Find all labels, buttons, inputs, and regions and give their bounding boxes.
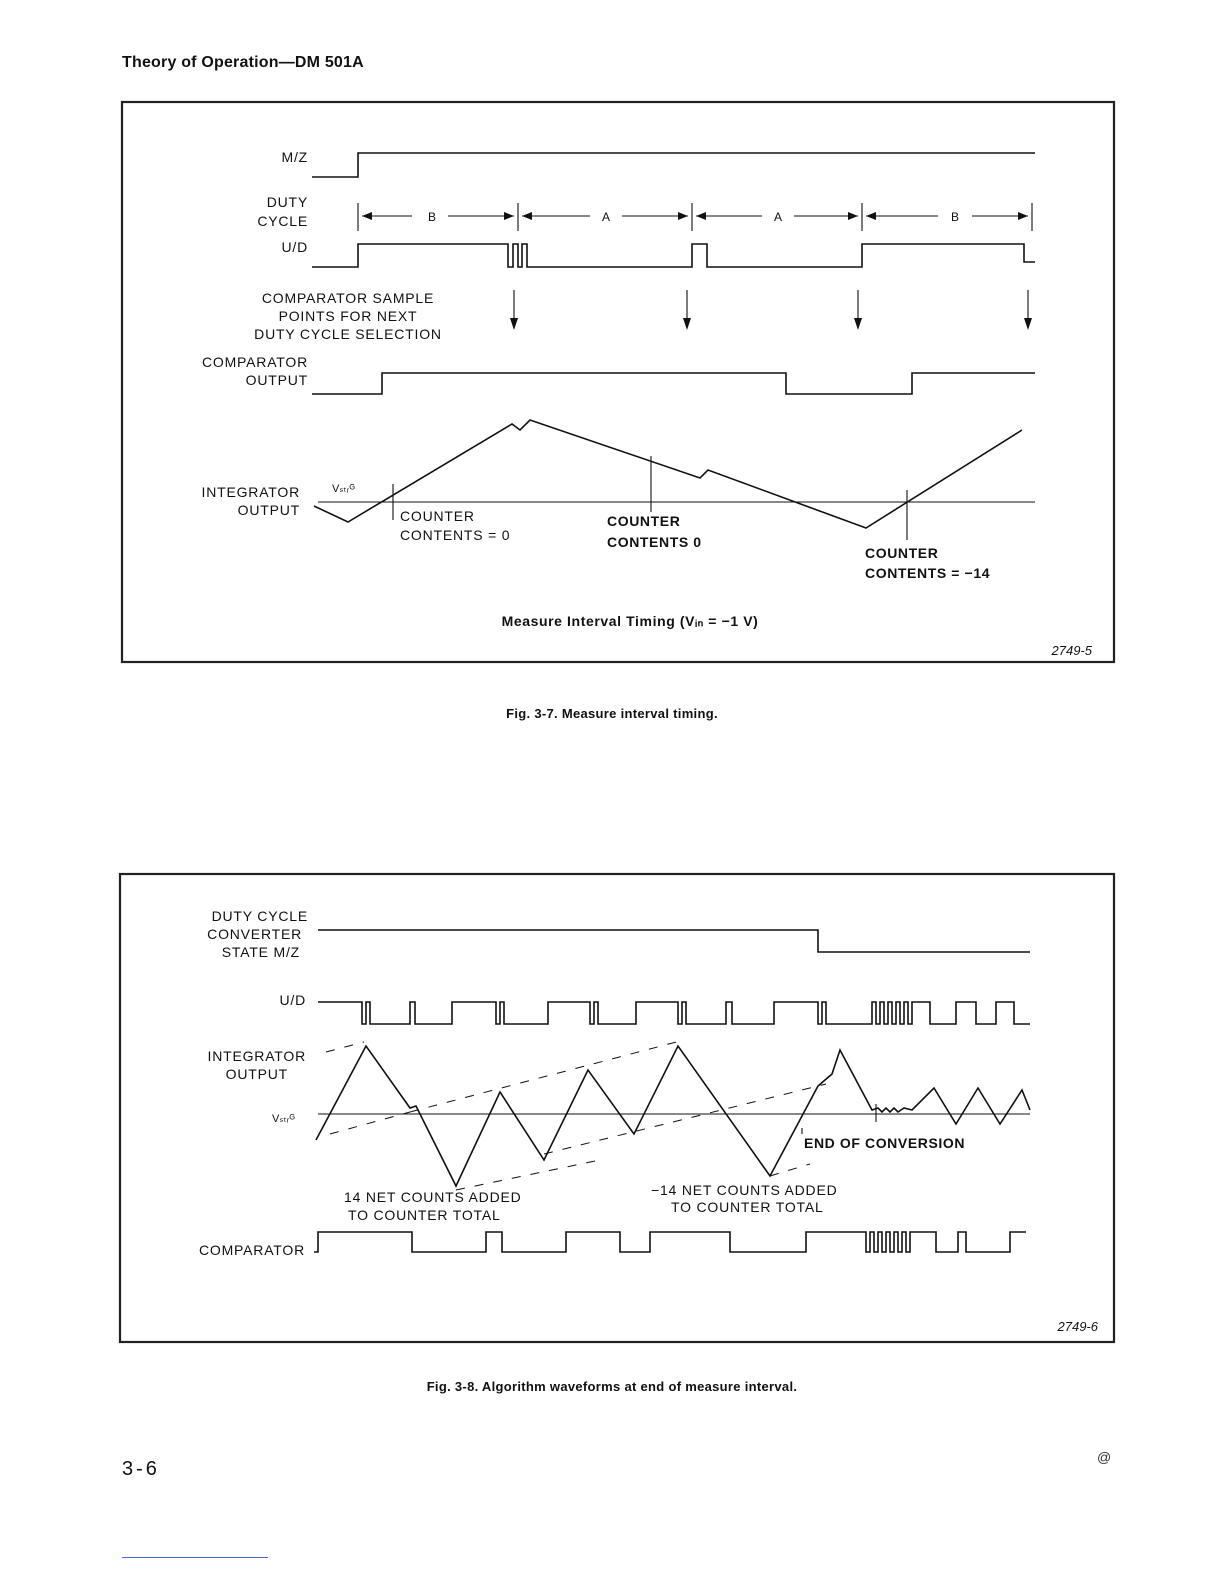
figure-id: 2749-6 xyxy=(1057,1319,1098,1334)
label-converter: CONVERTER xyxy=(207,926,302,942)
ud-waveform xyxy=(318,1002,1030,1024)
figure-id: 2749-5 xyxy=(1051,643,1092,658)
segment-label: B xyxy=(427,210,437,224)
ud-waveform xyxy=(312,244,1035,267)
label-duty: DUTY xyxy=(266,194,308,210)
label-vstrg: Vₛₜᵣᴳ xyxy=(332,483,355,495)
counter-annotation-2b: CONTENTS 0 xyxy=(607,534,702,550)
comparator-waveform xyxy=(314,1232,1026,1252)
label-integrator: INTEGRATOR xyxy=(201,484,300,500)
label-cycle: CYCLE xyxy=(257,213,308,229)
label-mz: M/Z xyxy=(281,149,308,165)
net-counts-annotation: TO COUNTER TOTAL xyxy=(671,1199,824,1215)
label-integrator-output: OUTPUT xyxy=(225,1066,288,1082)
counter-annotation-1b: CONTENTS = 0 xyxy=(400,527,511,543)
duty-cycle-markers xyxy=(358,203,1032,231)
counter-annotation-1: COUNTER xyxy=(400,508,475,524)
counter-annotation-2: COUNTER xyxy=(607,513,681,529)
figure-3-7 xyxy=(122,102,1114,662)
label-vstrg: Vₛₜᵣᴳ xyxy=(272,1113,295,1125)
label-sample-3: DUTY CYCLE SELECTION xyxy=(254,326,442,342)
label-integrator: INTEGRATOR xyxy=(207,1048,306,1064)
integrator-output-waveform xyxy=(316,1046,1030,1186)
counter-annotation-3b: CONTENTS = −14 xyxy=(865,565,991,581)
sample-point-arrows xyxy=(510,290,1032,330)
figure-3-8 xyxy=(120,874,1114,1342)
label-comparator: COMPARATOR xyxy=(201,354,308,370)
segment-label: B xyxy=(950,210,960,224)
copyright-mark: @ xyxy=(1097,1449,1112,1465)
net-counts-annotation: 14 NET COUNTS ADDED xyxy=(344,1189,522,1205)
footer-rule xyxy=(122,1557,268,1558)
trend-dashed-lines xyxy=(326,1040,826,1190)
label-output: OUTPUT xyxy=(245,372,308,388)
figure-inner-title: Measure Interval Timing (Vᵢₙ = −1 V) xyxy=(501,613,759,629)
figure-caption: Fig. 3-7. Measure interval timing. xyxy=(506,706,718,721)
net-counts-annotation: TO COUNTER TOTAL xyxy=(348,1207,501,1223)
label-sample-1: COMPARATOR SAMPLE xyxy=(261,290,435,306)
counter-annotation-3: COUNTER xyxy=(865,545,939,561)
label-duty-cycle: DUTY CYCLE xyxy=(211,908,308,924)
label-ud: U/D xyxy=(279,992,306,1008)
mz-waveform xyxy=(318,930,1030,952)
segment-label: A xyxy=(773,210,783,224)
label-ud: U/D xyxy=(281,239,308,255)
label-sample-2: POINTS FOR NEXT xyxy=(278,308,418,324)
page-header: Theory of Operation—DM 501A xyxy=(122,54,364,71)
end-of-conversion-annotation: END OF CONVERSION xyxy=(804,1135,966,1151)
label-state-mz: STATE M/Z xyxy=(221,944,300,960)
figure-caption: Fig. 3-8. Algorithm waveforms at end of measure interval. xyxy=(426,1379,798,1394)
page-number: 3-6 xyxy=(122,1458,160,1480)
mz-waveform xyxy=(312,153,1035,177)
segment-label: A xyxy=(601,210,611,224)
comparator-output-waveform xyxy=(312,373,1035,394)
label-integrator-output: OUTPUT xyxy=(237,502,300,518)
net-counts-annotation: −14 NET COUNTS ADDED xyxy=(651,1182,838,1198)
label-comparator: COMPARATOR xyxy=(198,1242,305,1258)
